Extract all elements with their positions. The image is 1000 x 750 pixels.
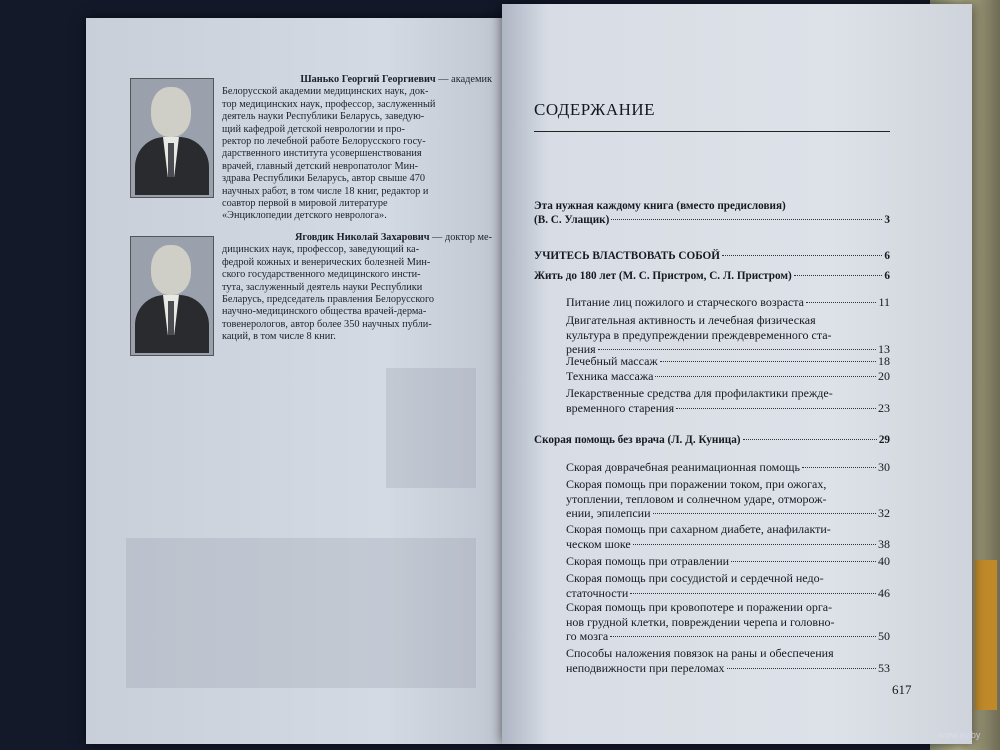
author-name: Шанько Георгий Георгиевич <box>300 74 436 85</box>
bio-line: ского государственного медицинского инсти- <box>222 269 421 281</box>
leader-dots <box>676 408 876 409</box>
watermark: www.ay.by <box>938 730 981 740</box>
leader-dots <box>610 636 876 637</box>
toc-entry-title: Скорая помощь при отравлении <box>566 554 730 568</box>
bleed-through-shadow <box>126 538 476 688</box>
toc-entry[interactable] <box>566 646 890 675</box>
bio-line: Беларусь, председатель правления Белорусского <box>222 294 435 306</box>
bio-line: тута, заслуженный деятель науки Республики <box>222 281 423 293</box>
toc-entry-title: Скорая доврачебная реанимационная помощь <box>566 460 800 474</box>
toc-page-number: 40 <box>878 554 890 568</box>
toc-entry-title: УЧИТЕСЬ ВЛАСТВОВАТЬ СОБОЙ <box>534 250 720 262</box>
toc-entry-title: ении, эпилепсии <box>566 506 651 521</box>
bio-line: врачей, главный детский невропатолог Мин- <box>222 160 419 172</box>
toc-page-number: 46 <box>878 585 890 600</box>
toc-page-number: 29 <box>878 434 890 446</box>
toc-entry-title: Жить до 180 лет (М. С. Пристром, С. Л. Пристром) <box>534 270 792 282</box>
toc-entry[interactable] <box>534 200 890 227</box>
author-photo <box>130 78 214 198</box>
toc-entry-title: неподвижности при переломах <box>566 660 725 675</box>
toc-heading: СОДЕРЖАНИЕ <box>534 100 656 119</box>
toc-entry-title: Скорая помощь при сосудистой и сердечной недо- <box>566 571 824 585</box>
leader-dots <box>630 593 876 594</box>
toc-entry-title: Скорая помощь при сахарном диабете, анафилакти- <box>566 522 831 536</box>
bio-line: деятель науки Республики Беларусь, заведую- <box>222 111 425 123</box>
toc-page-number: 20 <box>878 369 890 383</box>
toc-entry-title: го мозга <box>566 629 609 644</box>
bio-line: «Энциклопедии детского невролога». <box>222 210 387 222</box>
bio-line: каций, в том числе 8 книг. <box>222 331 336 343</box>
heading-rule <box>534 131 890 132</box>
toc-entry[interactable] <box>534 270 890 284</box>
leader-dots <box>806 302 876 303</box>
bio-line: тор медицинских наук, профессор, заслуженный <box>222 98 436 110</box>
bio-line: здрава Республики Беларусь, автор свыше 470 <box>222 173 425 185</box>
toc-entry-title: Лечебный массаж <box>566 354 658 368</box>
leader-dots <box>633 544 876 545</box>
toc-entry-title: статочности <box>566 585 629 600</box>
toc-page-number: 11 <box>878 295 890 309</box>
leader-dots <box>731 561 876 562</box>
toc-entry-title: Скорая помощь при поражении током, при ожогах, <box>566 477 827 491</box>
bio-line: товенерологов, автор более 350 научных публи- <box>222 318 432 330</box>
toc-entry-title: Техника массажа <box>566 369 654 383</box>
leader-dots <box>722 255 882 256</box>
toc-entry[interactable] <box>566 600 890 644</box>
leader-dots <box>653 513 877 514</box>
bio-line: федрой кожных и венерических болезней Мин- <box>222 256 431 268</box>
author-name: Яговдик Николай Захарович <box>294 232 430 243</box>
bio-line: научных работ, в том числе 18 книг, редактор и <box>222 185 429 197</box>
author-bio: Яговдик Николай Захарович — доктор ме- дицинских наук, профессор, заведующий ка- федрой кожных и венерических болезней Мин- ского государственного медицинского инсти- тута, заслуженный деятель науки Республики Беларусь, председатель правления Белорусского научно-медицинского общества врачей-дерма- товенерологов, автор более 350 научных публи- каций, в том числе 8 книг. <box>222 232 492 343</box>
toc-entry[interactable] <box>566 522 890 551</box>
leader-dots <box>611 219 882 220</box>
toc-entry-title: культура в предупреждении преждевременного ста- <box>566 327 832 342</box>
toc-entry[interactable] <box>566 313 890 357</box>
leader-dots <box>743 439 877 440</box>
toc-page-number: 30 <box>878 460 890 474</box>
bio-line: научно-медицинского общества врачей-дерма- <box>222 306 427 318</box>
bio-line: щий кафедрой детской неврологии и про- <box>222 123 405 135</box>
author-bio: Шанько Георгий Георгиевич — академик Белорусской академии медицинских наук, док- тор медицинских наук, профессор, заслуженный деятель науки Республики Беларусь, заведую- щий кафедрой детской неврологии и про- ректор по лечебной работе Белорусского госу- дарственного института усовершенствования врачей, главный детский невропатолог Мин- здрава Республики Беларусь, автор свыше 470 научных работ, в том числе 18 книг, редактор и соавтор первой в мировой литературе «Энциклопедии детского невролога». <box>222 74 492 222</box>
leader-dots <box>794 275 883 276</box>
toc-entry[interactable] <box>566 295 890 310</box>
toc-page-number: 6 <box>884 250 890 262</box>
toc-entry-title: Двигательная активность и лечебная физическая <box>566 313 816 327</box>
page-number: 617 <box>892 682 912 697</box>
toc-entry-title: рения <box>566 342 596 357</box>
left-page <box>86 18 514 744</box>
bleed-through-shadow <box>386 368 476 488</box>
toc-page-number: 53 <box>878 660 890 675</box>
toc-entry-title: временного старения <box>566 400 675 415</box>
leader-dots <box>802 467 876 468</box>
bio-line: соавтор первой в мировой литературе <box>222 198 388 210</box>
toc-page-number: 38 <box>878 536 890 551</box>
leader-dots <box>727 668 876 669</box>
leader-dots <box>598 349 876 350</box>
toc-entry-title: нов грудной клетки, повреждении черепа и головно- <box>566 614 835 629</box>
spine-stripe <box>975 560 997 710</box>
author-photo <box>130 236 214 356</box>
toc-entry-title: Эта нужная каждому книга (вместо предисловия) <box>534 200 786 212</box>
leader-dots <box>660 361 876 362</box>
right-page <box>502 4 972 744</box>
toc-entry[interactable] <box>566 354 890 369</box>
bio-line: дицинских наук, профессор, заведующий ка- <box>222 244 420 256</box>
toc-entry[interactable] <box>566 554 890 569</box>
toc-entry[interactable] <box>534 250 890 264</box>
toc-entry-title: Способы наложения повязок на раны и обеспечения <box>566 646 834 660</box>
toc-entry[interactable] <box>566 386 890 415</box>
toc-entry-title: Лекарственные средства для профилактики прежде- <box>566 386 833 400</box>
toc-page-number: 23 <box>878 400 890 415</box>
toc-entry-title: (В. С. Улащик) <box>534 213 610 226</box>
leader-dots <box>655 376 876 377</box>
toc-entry-title: Скорая помощь без врача (Л. Д. Куница) <box>534 434 741 446</box>
toc-entry-title: Скорая помощь при кровопотере и поражении орга- <box>566 600 833 614</box>
toc-entry[interactable] <box>566 571 890 600</box>
toc-entry[interactable] <box>566 460 890 475</box>
bio-line: дарственного института усовершенствования <box>222 148 422 160</box>
toc-page-number: 13 <box>878 342 890 357</box>
bio-line: ректор по лечебной работе Белорусского госу- <box>222 136 426 148</box>
toc-page-number: 6 <box>884 270 890 282</box>
toc-entry-title: ческом шоке <box>566 536 631 551</box>
toc-entry-title: утоплении, тепловом и солнечном ударе, отморож- <box>566 491 827 506</box>
toc-entry[interactable] <box>566 369 890 384</box>
toc-page-number: 50 <box>878 629 890 644</box>
toc-page-number: 18 <box>878 354 890 368</box>
toc-page-number: 32 <box>878 506 890 521</box>
bio-line: Белорусской академии медицинских наук, док- <box>222 86 429 98</box>
toc-entry-title: Питание лиц пожилого и старческого возраста <box>566 295 804 309</box>
toc-page-number: 3 <box>884 213 890 226</box>
toc-entry[interactable] <box>566 477 890 521</box>
toc-entry[interactable] <box>534 434 890 448</box>
